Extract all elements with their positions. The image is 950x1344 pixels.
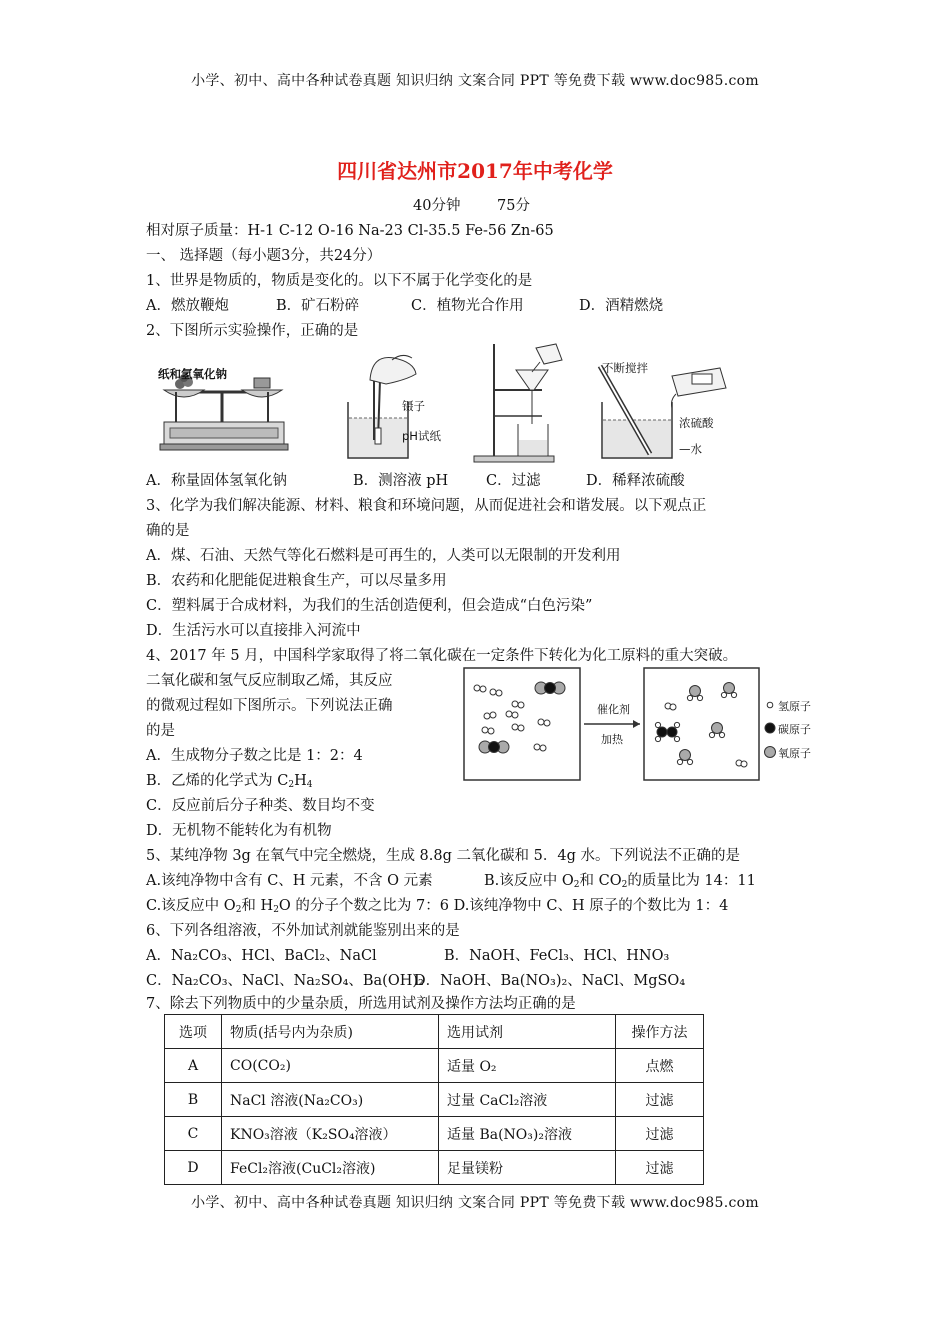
table-header: 物质(括号内为杂质)	[222, 1015, 439, 1049]
q6-option-c[interactable]: C．Na₂CO₃、NaCl、Na₂SO₄、Ba(OH)₂	[146, 973, 424, 989]
table-header: 选用试剂	[439, 1015, 616, 1049]
atomic-masses: 相对原子质量：H-1 C-12 O-16 Na-23 Cl-35.5 Fe-56 Zn-65	[146, 223, 554, 239]
q4-option-c[interactable]: C．反应前后分子种类、数目均不变	[146, 798, 375, 814]
q6-row-1	[146, 946, 669, 966]
q1-option-c[interactable]: C．植物光合作用	[411, 298, 524, 314]
legend-oxygen: 氧原子	[778, 747, 811, 760]
q6-option-d[interactable]: D．NaOH、Ba(NO₃)₂、NaCl、MgSO₄	[414, 973, 686, 989]
q3-option-b[interactable]: B．农药和化肥能促进粮食生产，可以尽量多用	[146, 573, 447, 589]
table-cell: B	[165, 1083, 222, 1117]
section-heading: 一、 选择题（每小题3分，共24分）	[146, 248, 382, 264]
catalyst-label: 催化剂	[597, 703, 630, 716]
table-cell: 过滤	[616, 1083, 704, 1117]
balance-figure	[156, 340, 291, 460]
q3-stem-1: 3、化学为我们解决能源、材料、粮食和环境问题，从而促进社会和谐发展。以下观点正	[146, 498, 707, 514]
q2-option-b[interactable]: B．测溶液 pH	[353, 473, 449, 489]
table-cell: 过量 CaCl₂溶液	[439, 1083, 616, 1117]
q1-option-b[interactable]: B．矿石粉碎	[276, 298, 360, 314]
page-header: 小学、初中、高中各种试卷真题 知识归纳 文案合同 PPT 等免费下载 www.doc985.com	[191, 73, 759, 89]
q5-c-post: O 的分子个数之比为 7：6	[278, 898, 449, 914]
q2-option-a[interactable]: A．称量固体氢氧化钠	[146, 473, 287, 489]
table-cell: 适量 Ba(NO₃)₂溶液	[439, 1117, 616, 1151]
table-cell: 过滤	[616, 1151, 704, 1185]
q5-c-sub1: 2	[235, 905, 242, 915]
table-header-row	[165, 1015, 704, 1049]
table-row	[165, 1083, 704, 1117]
table-header: 操作方法	[616, 1015, 704, 1049]
table-cell: 过滤	[616, 1117, 704, 1151]
q3-option-d[interactable]: D．生活污水可以直接排入河流中	[146, 623, 361, 639]
q4-option-d[interactable]: D．无机物不能转化为有机物	[146, 823, 332, 839]
q6-row-2	[146, 971, 685, 991]
table-cell: 足量镁粉	[439, 1151, 616, 1185]
dilution-figure	[586, 340, 746, 465]
water-text: 水	[690, 442, 702, 456]
q5-option-c[interactable]	[146, 896, 449, 920]
q4-option-a[interactable]: A．生成物分子数之比是 1：2：4	[146, 748, 363, 764]
q1-stem: 1、世界是物质的，物质是变化的。以下不属于化学变化的是	[146, 273, 533, 289]
q5-b-post: 的质量比为 14：11	[627, 873, 756, 889]
q4-b-sub1: 2	[288, 780, 295, 790]
q4-option-b[interactable]	[146, 771, 312, 795]
q7-table	[164, 1014, 704, 1185]
table-cell: A	[165, 1049, 222, 1083]
heat-label: 加热	[601, 733, 623, 746]
q5-c-mid: 和 H	[241, 898, 274, 914]
q1-option-d[interactable]: D．酒精燃烧	[579, 298, 664, 314]
ph-paper-label: pH试纸	[402, 429, 441, 443]
q4-stem-1: 4、2017 年 5 月，中国科学家取得了将二氧化碳在一定条件下转化为化工原料的重大突破。	[146, 648, 738, 664]
q4-stem-4: 的是	[146, 723, 175, 739]
table-cell: CO(CO₂)	[222, 1049, 439, 1083]
q5-c-sub2: 2	[273, 905, 279, 915]
tweezers-label: 镊子	[402, 399, 425, 413]
page-title: 四川省达州市2017年中考化学	[337, 159, 613, 183]
q1-options	[146, 296, 663, 316]
page-footer: 小学、初中、高中各种试卷真题 知识归纳 文案合同 PPT 等免费下载 www.doc985.com	[191, 1195, 759, 1211]
q2-option-d[interactable]: D．稀释浓硫酸	[586, 473, 685, 489]
table-row	[165, 1049, 704, 1083]
q5-b-sub1: 2	[573, 880, 580, 890]
table-header: 选项	[165, 1015, 222, 1049]
exam-score: 75分	[497, 198, 530, 214]
q1-option-a[interactable]: A．燃放鞭炮	[146, 298, 229, 314]
q2-figures	[146, 340, 746, 465]
q2-options	[146, 471, 685, 491]
q5-row-1	[146, 871, 756, 895]
q5-option-d[interactable]: D.该纯净物中 C、H 原子的个数比为 1：4	[453, 898, 729, 914]
table-cell: D	[165, 1151, 222, 1185]
legend-carbon: 碳原子	[778, 723, 811, 736]
table-cell: C	[165, 1117, 222, 1151]
legend-hydrogen: 氢原子	[778, 700, 811, 713]
q5-option-a[interactable]: A.该纯净物中含有 C、H 元素，不含 O 元素	[146, 873, 433, 889]
q5-b-mid: 和 CO	[579, 873, 622, 889]
balance-label: 纸和氢氧化钠	[158, 367, 227, 381]
q3-option-c[interactable]: C．塑料属于合成材料，为我们的生活创造便利，但会造成“白色污染”	[146, 598, 593, 614]
q7-stem: 7、除去下列物质中的少量杂质，所选用试剂及操作方法均正确的是	[146, 996, 576, 1012]
q4-stem-2: 二氧化碳和氢气反应制取乙烯，其反应	[146, 673, 393, 689]
table-row	[165, 1151, 704, 1185]
table-row	[165, 1117, 704, 1151]
q5-c-pre: C.该反应中 O	[146, 898, 236, 914]
q3-option-a[interactable]: A．煤、石油、天然气等化石燃料是可再生的，人类可以无限制的开发利用	[146, 548, 621, 564]
table-cell: FeCl₂溶液(CuCl₂溶液)	[222, 1151, 439, 1185]
reaction-diagram	[463, 667, 811, 785]
q5-b-sub2: 2	[621, 880, 628, 890]
table-cell: 适量 O₂	[439, 1049, 616, 1083]
q5-row-2	[146, 896, 728, 920]
q3-stem-2: 确的是	[146, 523, 190, 539]
water-label: —水	[679, 442, 702, 456]
table-cell: NaCl 溶液(Na₂CO₃)	[222, 1083, 439, 1117]
q4-b-text: B．乙烯的化学式为 C	[146, 773, 289, 789]
table-cell: 点燃	[616, 1049, 704, 1083]
table-cell: KNO₃溶液（K₂SO₄溶液）	[222, 1117, 439, 1151]
q4-b-mid: H	[294, 773, 307, 789]
q2-option-c[interactable]: C．过滤	[486, 473, 541, 489]
stir-label: 不断搅拌	[602, 361, 648, 375]
q4-stem-3: 的微观过程如下图所示。下列说法正确	[146, 698, 393, 714]
q6-stem: 6、下列各组溶液，不外加试剂就能鉴别出来的是	[146, 923, 460, 939]
q5-b-pre: B.该反应中 O	[484, 873, 574, 889]
q2-stem: 2、下图所示实验操作，正确的是	[146, 323, 359, 339]
q4-b-sub2: 4	[306, 780, 313, 790]
acid-label: 浓硫酸	[679, 416, 714, 430]
q5-stem: 5、某纯净物 3g 在氧气中完全燃烧，生成 8.8g 二氧化碳和 5．4g 水。下列说法不正确的是	[146, 848, 740, 864]
filtration-figure	[466, 340, 576, 465]
q6-option-a[interactable]: A．Na₂CO₃、HCl、BaCl₂、NaCl	[146, 948, 377, 964]
q5-option-b[interactable]	[484, 871, 756, 895]
ph-test-figure	[336, 340, 446, 465]
q6-option-b[interactable]: B．NaOH、FeCl₃、HCl、HNO₃	[444, 948, 670, 964]
exam-time: 40分钟	[413, 198, 461, 214]
